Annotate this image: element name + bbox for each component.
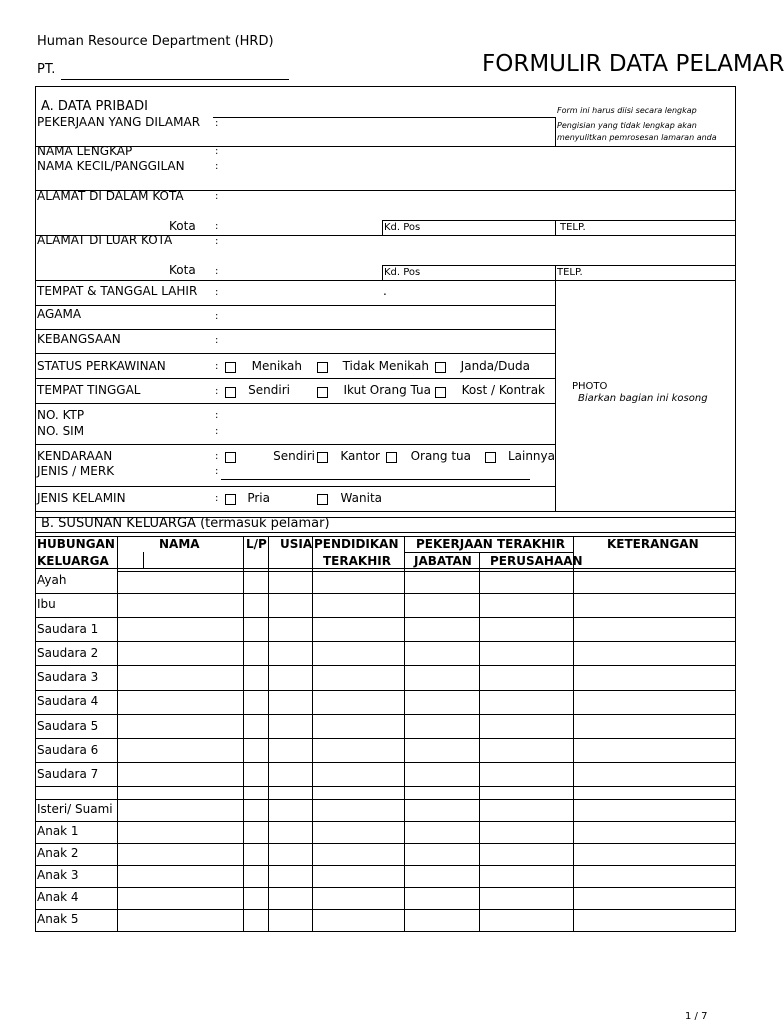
row-line xyxy=(382,220,735,221)
label-kd-pos: Kd. Pos xyxy=(384,222,421,233)
header-pekerjaan: PEKERJAAN TERAKHIR xyxy=(416,537,565,551)
row-label: Saudara 1 xyxy=(37,622,99,636)
section-a-title: A. DATA PRIBADI xyxy=(41,99,148,114)
row-label: Isteri/ Suami xyxy=(37,802,113,816)
colon: : xyxy=(215,451,219,462)
col-line xyxy=(243,536,244,931)
row-line xyxy=(35,821,735,822)
colon: : xyxy=(215,161,219,172)
colon: : xyxy=(215,410,219,421)
colon: : xyxy=(215,466,219,477)
colon: : xyxy=(215,266,219,277)
label-nama-kecil: NAMA KECIL/PANGGILAN xyxy=(37,159,185,173)
row-label: Saudara 3 xyxy=(37,670,99,684)
row-line xyxy=(35,593,735,594)
colon: : xyxy=(215,311,219,322)
row-line xyxy=(35,444,555,445)
row-line xyxy=(35,762,735,763)
row-line xyxy=(35,843,735,844)
photo-note: Biarkan bagian ini kosong xyxy=(578,393,708,404)
row-line xyxy=(35,786,735,787)
tinggal-kost-checkbox[interactable] xyxy=(435,387,446,398)
row-line xyxy=(35,146,735,147)
row-line xyxy=(35,378,555,379)
header-perusahaan: PERUSAHAAN xyxy=(490,554,583,568)
kelamin-wanita-label: Wanita xyxy=(340,491,382,505)
row-label: Saudara 7 xyxy=(37,767,99,781)
frame-top xyxy=(35,86,735,87)
row-line xyxy=(35,665,735,666)
photo-box-left xyxy=(555,280,556,511)
row-label: Anak 4 xyxy=(37,890,79,904)
status-menikah-label: Menikah xyxy=(251,359,302,373)
row-line xyxy=(35,353,555,354)
status-janda-duda-label: Janda/Duda xyxy=(460,359,530,373)
pekerjaan-sub-line xyxy=(404,552,574,553)
row-line xyxy=(35,403,555,404)
header-keterangan: KETERANGAN xyxy=(607,537,699,551)
kendaraan-lainnya-label: Lainnya xyxy=(507,449,555,463)
row-label: Anak 5 xyxy=(37,912,79,926)
row-line xyxy=(35,865,735,866)
label-telp: TELP. xyxy=(560,222,586,233)
form-note-line1: Form ini harus diisi secara lengkap xyxy=(557,106,697,115)
kendaraan-kantor-label: Kantor xyxy=(340,449,380,463)
status-janda-duda-checkbox[interactable] xyxy=(435,362,446,373)
kelamin-wanita-checkbox[interactable] xyxy=(317,494,328,505)
row-label: Saudara 4 xyxy=(37,694,99,708)
tinggal-ortu-checkbox[interactable] xyxy=(317,387,328,398)
colon: : xyxy=(215,386,219,397)
colon: : xyxy=(215,221,219,232)
kendaraan-ortu-checkbox[interactable] xyxy=(386,452,397,463)
row-line xyxy=(35,486,555,487)
label-status: STATUS PERKAWINAN xyxy=(37,359,166,373)
frame-bottom xyxy=(35,931,736,932)
header-pendidikan-2: TERAKHIR xyxy=(323,554,391,568)
row-line xyxy=(35,738,735,739)
header-pendidikan-1: PENDIDIKAN xyxy=(314,537,399,551)
jenis-merk-underline xyxy=(221,479,530,480)
label-no-ktp: NO. KTP xyxy=(37,408,85,422)
header-nama: NAMA xyxy=(159,537,200,551)
label-alamat-luar: ALAMAT DI LUAR KOTA xyxy=(37,233,173,247)
tinggal-ortu-label: Ikut Orang Tua xyxy=(343,383,431,397)
kendaraan-lainnya-checkbox[interactable] xyxy=(485,452,496,463)
header-usia: USIA xyxy=(280,537,313,551)
row-label: Saudara 6 xyxy=(37,743,99,757)
row-label: Ibu xyxy=(37,597,56,611)
row-line xyxy=(35,799,735,800)
label-nama-lengkap: NAMA LENGKAP xyxy=(37,144,133,158)
tinggal-sendiri-checkbox[interactable] xyxy=(225,387,236,398)
row-double-line xyxy=(117,571,735,572)
header-hubungan-2: KELUARGA xyxy=(37,554,109,568)
kendaraan-ortu-label: Orang tua xyxy=(410,449,471,463)
row-label: Ayah xyxy=(37,573,67,587)
status-tidak-menikah-checkbox[interactable] xyxy=(317,362,328,373)
row-line xyxy=(382,265,735,266)
col-line xyxy=(404,536,405,931)
pekerjaan-right-line xyxy=(555,117,556,146)
row-line xyxy=(35,690,735,691)
section-a-bottom xyxy=(35,511,735,512)
header-bottom xyxy=(35,568,735,569)
label-kota: Kota xyxy=(169,219,196,233)
row-line xyxy=(35,641,735,642)
form-note-line2: Pengisian yang tidak lengkap akan xyxy=(557,121,697,130)
colon: : xyxy=(215,236,219,247)
label-no-sim: NO. SIM xyxy=(37,424,85,438)
col-line xyxy=(312,536,313,931)
row-label: Anak 3 xyxy=(37,868,79,882)
header-jabatan: JABATAN xyxy=(414,554,472,568)
row-line xyxy=(35,280,735,281)
pekerjaan-top-line xyxy=(213,117,555,118)
col-line xyxy=(117,536,118,931)
kdpos-box-line xyxy=(382,220,383,235)
label-kendaraan: KENDARAAN xyxy=(37,449,113,463)
pt-underline xyxy=(61,79,289,80)
section-b-title-bottom xyxy=(35,532,735,533)
label-telp: TELP. xyxy=(557,267,583,278)
row-label: Anak 2 xyxy=(37,846,79,860)
row-line xyxy=(35,305,555,306)
kendaraan-sendiri-checkbox[interactable] xyxy=(225,452,236,463)
pt-label: PT. xyxy=(37,62,56,77)
colon: : xyxy=(215,287,219,298)
header-hubungan-1: HUBUNGAN xyxy=(37,537,115,551)
tinggal-sendiri-label: Sendiri xyxy=(248,383,290,397)
nama-cursor-mark xyxy=(143,552,144,569)
col-line xyxy=(479,552,480,931)
colon: : xyxy=(215,191,219,202)
department-name: Human Resource Department (HRD) xyxy=(37,34,274,49)
label-agama: AGAMA xyxy=(37,307,82,321)
label-jenis-merk: JENIS / MERK xyxy=(37,464,115,478)
row-line xyxy=(35,887,735,888)
label-pekerjaan: PEKERJAAN YANG DILAMAR xyxy=(37,115,201,129)
colon: : xyxy=(215,426,219,437)
section-b-top xyxy=(35,517,735,518)
frame-right xyxy=(735,86,736,931)
label-jenis-kelamin: JENIS KELAMIN xyxy=(37,491,126,505)
page-number: 1 / 7 xyxy=(685,1011,708,1022)
colon: : xyxy=(215,118,219,129)
colon: : xyxy=(215,146,219,157)
label-ttl: TEMPAT & TANGGAL LAHIR xyxy=(37,284,198,298)
row-line xyxy=(35,714,735,715)
colon: : xyxy=(215,361,219,372)
form-title: FORMULIR DATA PELAMAR xyxy=(482,51,784,77)
telp-box-line xyxy=(555,265,556,280)
colon: : xyxy=(215,335,219,346)
col-line xyxy=(573,536,574,931)
col-line xyxy=(268,536,269,931)
status-menikah-checkbox[interactable] xyxy=(225,362,236,373)
kendaraan-sendiri-label: Sendiri xyxy=(273,449,315,463)
tinggal-kost-label: Kost / Kontrak xyxy=(461,383,545,397)
row-label: Saudara 5 xyxy=(37,719,99,733)
row-line xyxy=(35,909,735,910)
kendaraan-kantor-checkbox[interactable] xyxy=(317,452,328,463)
form-note-line3: menyulitkan pemrosesan lamaran anda xyxy=(557,133,717,142)
header-lp: L/P xyxy=(246,537,267,551)
colon: : xyxy=(215,493,219,504)
row-label: Anak 1 xyxy=(37,824,79,838)
section-b-title: B. SUSUNAN KELUARGA (termasuk pelamar) xyxy=(41,516,330,531)
label-kd-pos: Kd. Pos xyxy=(384,267,421,278)
row-line xyxy=(35,617,735,618)
kelamin-pria-label: Pria xyxy=(247,491,270,505)
row-label: Saudara 2 xyxy=(37,646,99,660)
ttl-dot: . xyxy=(383,284,387,298)
telp-box-line xyxy=(555,220,556,235)
label-kebangsaan: KEBANGSAAN xyxy=(37,332,121,346)
label-kota: Kota xyxy=(169,263,196,277)
kdpos-box-line xyxy=(382,265,383,280)
status-tidak-menikah-label: Tidak Menikah xyxy=(342,359,429,373)
photo-label: PHOTO xyxy=(572,381,608,392)
row-line xyxy=(35,329,555,330)
label-alamat-dalam: ALAMAT DI DALAM KOTA xyxy=(37,189,184,203)
label-tempat-tinggal: TEMPAT TINGGAL xyxy=(37,383,141,397)
frame-left xyxy=(35,86,36,931)
kelamin-pria-checkbox[interactable] xyxy=(225,494,236,505)
